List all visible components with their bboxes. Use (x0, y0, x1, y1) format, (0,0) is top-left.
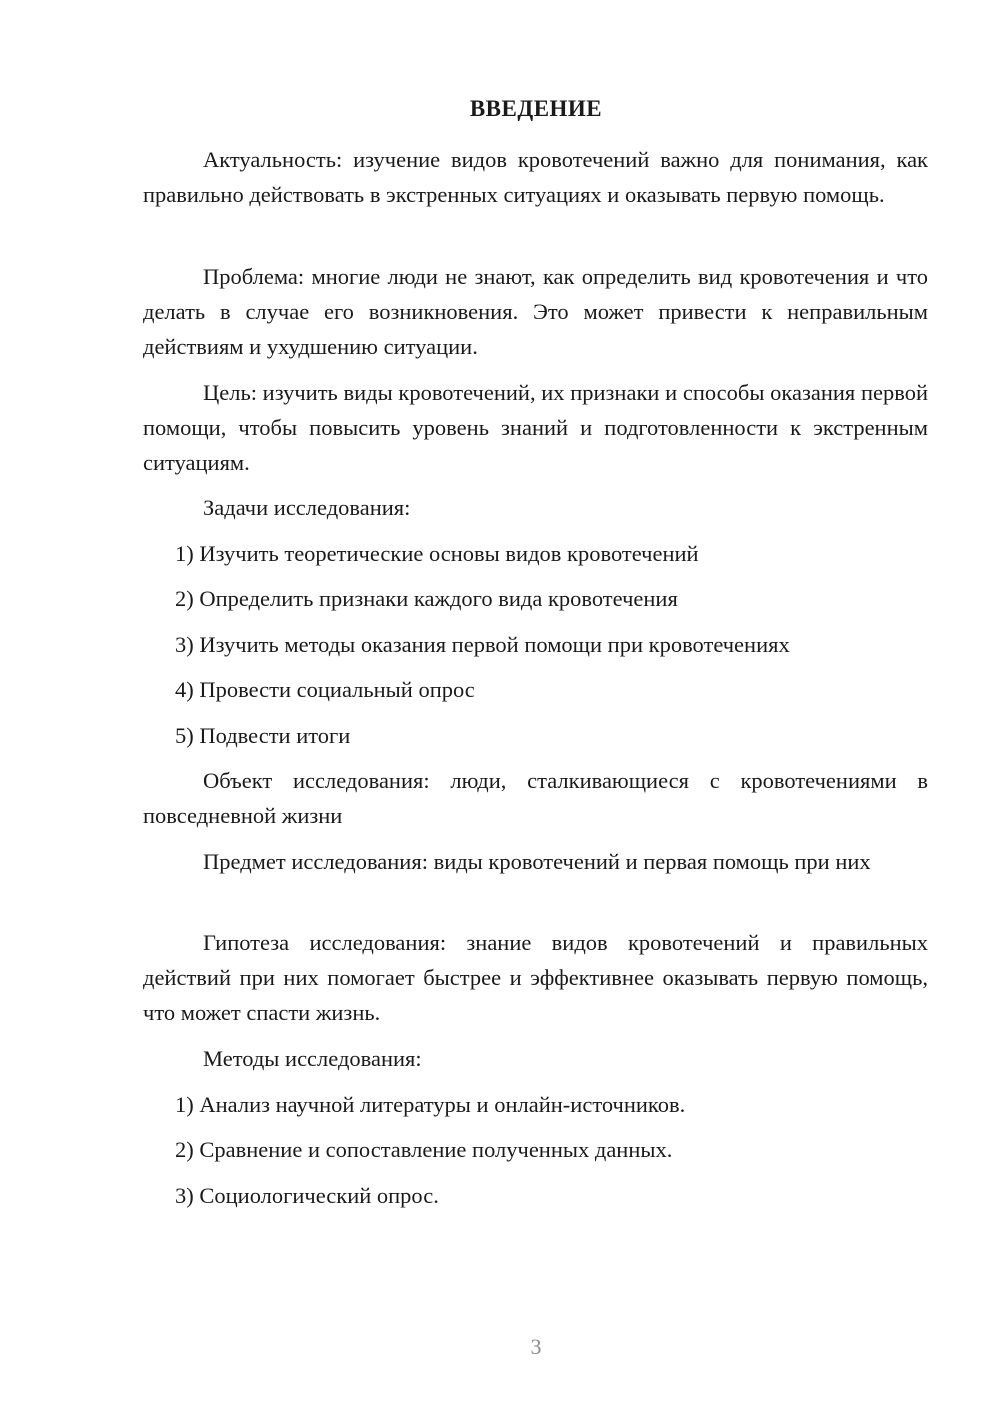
task-item: 1) Изучить теоретические основы видов кровотечений (175, 541, 699, 566)
task-item: 3) Изучить методы оказания первой помощи при кровотечениях (175, 632, 790, 657)
goal-paragraph: Цель: изучить виды кровотечений, их признаки и способы оказания первой помощи, чтобы повысить уровень знаний и подготовленности к экстренным ситуациям. (143, 380, 928, 475)
page-number: 3 (530, 1334, 542, 1359)
task-item: 4) Провести социальный опрос (175, 677, 475, 702)
relevance-paragraph: Актуальность: изучение видов кровотечений важно для понимания, как правильно действовать в экстренных ситуациях и оказывать первую помощь. (143, 147, 928, 207)
task-item: 5) Подвести итоги (175, 723, 351, 748)
subject-paragraph: Предмет исследования: виды кровотечений и первая помощь при них (203, 849, 871, 874)
object-paragraph: Объект исследования: люди, сталкивающиеся с кровотечениями в повседневной жизни (143, 768, 928, 828)
methods-heading: Методы исследования: (203, 1046, 422, 1071)
method-item: 2) Сравнение и сопоставление полученных данных. (175, 1137, 673, 1162)
tasks-heading: Задачи исследования: (203, 495, 411, 520)
task-item: 2) Определить признаки каждого вида кровотечения (175, 586, 678, 611)
method-item: 3) Социологический опрос. (175, 1183, 439, 1208)
section-title: ВВЕДЕНИЕ (469, 96, 603, 121)
method-item: 1) Анализ научной литературы и онлайн-источников. (175, 1092, 686, 1117)
hypothesis-paragraph: Гипотеза исследования: знание видов кровотечений и правильных действий при них помогает быстрее и эффективнее оказывать первую помощь, что может спасти жизнь. (143, 930, 928, 1025)
problem-paragraph: Проблема: многие люди не знают, как определить вид кровотечения и что делать в случае его возникновения. Это может привести к неправильным действиям и ухудшению ситуации. (143, 264, 928, 359)
